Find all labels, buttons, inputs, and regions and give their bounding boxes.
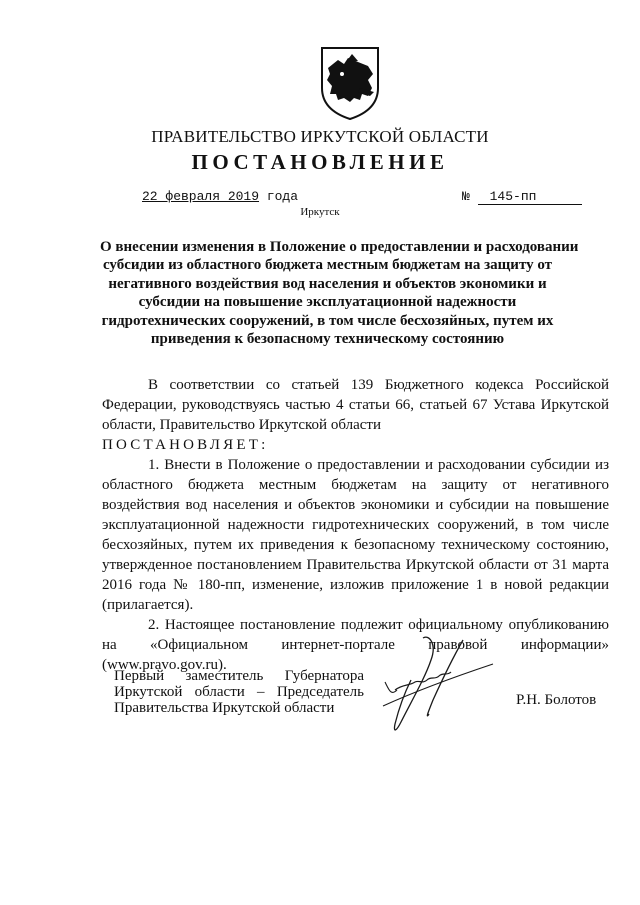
decree-number-prefix: № xyxy=(462,189,478,204)
subject-line: субсидии из областного бюджета местным бюджетам на защиту от xyxy=(102,257,553,274)
preamble-paragraph: В соответствии со статьей 139 Бюджетного кодекса Российской Федерации, руководствуясь частью 4 статьи 66, статьей 67 Устава Иркутской области, Правительство Иркутской области xyxy=(102,377,609,433)
decree-date-suffix: года xyxy=(259,189,299,204)
subject-line: гидротехнических сооружений, в том числе бесхозяйных, путем их xyxy=(101,312,554,329)
decree-date-value: 22 февраля 2019 xyxy=(142,189,260,204)
signer-name: Р.Н. Болотов xyxy=(516,692,597,708)
signer-title-line: Правительства Иркутской области xyxy=(114,700,335,716)
handwritten-signature xyxy=(345,630,495,740)
resolves-heading: ПОСТАНОВЛЯЕТ: xyxy=(102,437,269,453)
decree-title: ПОСТАНОВЛЕНИЕ xyxy=(191,150,449,174)
coat-of-arms-emblem xyxy=(318,44,382,122)
decree-subject xyxy=(100,238,579,348)
subject-line: приведения к безопасному техническому состоянию xyxy=(150,331,505,348)
decree-number xyxy=(462,189,582,205)
subject-line: негативного воздействия вод населения и объектов экономики и xyxy=(108,275,547,292)
item-2-paragraph: 2. Настоящее постановление подлежит официальному опубликованию на «Официальном интернет-портале правовой информации» (www.pravo.gov.ru). xyxy=(102,617,609,673)
decree-date xyxy=(142,189,298,204)
signer-title xyxy=(114,668,364,716)
subject-line: О внесении изменения в Положение о предоставлении и расходовании xyxy=(100,239,579,255)
government-title: ПРАВИТЕЛЬСТВО ИРКУТСКОЙ ОБЛАСТИ xyxy=(151,127,489,146)
city-label: Иркутск xyxy=(300,206,340,218)
signer-title-line: Первый заместитель Губернатора xyxy=(114,668,364,684)
item-1-paragraph: 1. Внести в Положение о предоставлении и расходовании субсидии из областного бюджета местным бюджетам на защиту от негативного воздействия вод населения и объектов экономики и субсидии на повышение эксплуатационной надежности гидротехнических сооружений, в том числе бесхозяйных, путем их приведения к безопасному техническому состоянию, утвержденное постановлением Правительства Иркутской области от 31 марта 2016 года № 180-пп, изменение, изложив приложение 1 в новой редакции (прилагается). xyxy=(102,457,609,613)
decree-number-value: 145-пп xyxy=(478,190,582,205)
subject-line: субсидии на повышение эксплуатационной надежности xyxy=(138,294,517,311)
signer-title-line: Иркутской области – Председатель xyxy=(114,684,364,700)
